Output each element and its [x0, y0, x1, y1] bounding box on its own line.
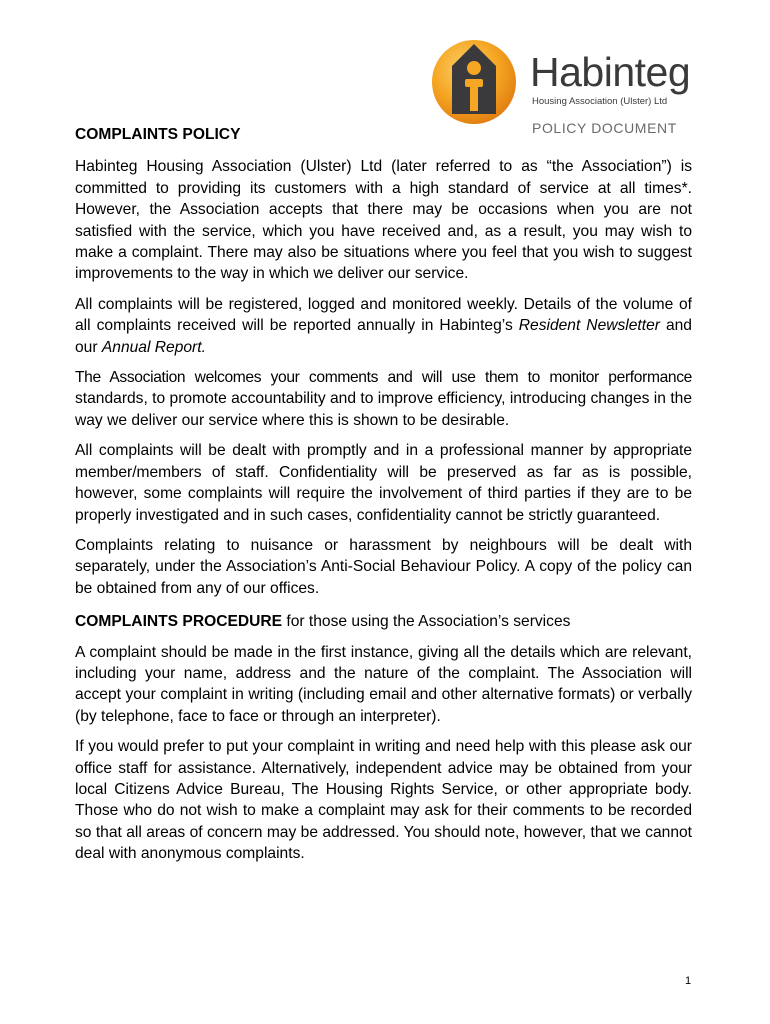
page-number: 1 [685, 975, 692, 987]
paragraph-registration-text: All complaints will be registered, logged and monitored weekly. Details of the volume of all complaints received will be reported annually in Habinteg’s [75, 295, 692, 335]
habinteg-logo-icon [432, 30, 528, 126]
paragraph-comments [75, 367, 692, 431]
annual-report-title: Annual Report. [101, 338, 206, 356]
paragraph-comments-rest: standards, to promote accountability and to improve efficiency, introducing changes in the way we deliver our service where this is shown to be desirable. [75, 390, 692, 429]
procedure-heading-bold: COMPLAINTS PROCEDURE [75, 613, 283, 631]
paragraph-writing-help: If you would prefer to put your complaint in writing and need help with this please ask our office staff for assistance. Alternatively, independent advice may be obtained from your local Citizens Advice Bureau, The Housing Rights Service, or other appropriate body. Those who do not wish to make a complaint may ask for their comments to be recorded so that all areas of concern may be addressed. You should note, however, that we cannot deal with anonymous complaints. [75, 738, 692, 863]
logo-brand-name: Habinteg [530, 49, 691, 95]
paragraph-intro: Habinteg Housing Association (Ulster) Ltd (later referred to as “the Association”) is committed to providing its customers with a high standard of service at all times*. However, the Association accepts that there may be occasions when you are not satisfied with the service, which you have received and, as a result, you may wish to make a complaint. There may also be situations where you feel that you wish to suggest improvements to the way in which we deliver our service. [75, 158, 692, 283]
habinteg-logo [432, 30, 702, 136]
paragraph-registration [75, 294, 692, 358]
paragraph-registration-joiner: and our [75, 317, 692, 356]
procedure-heading-rest: for those using the Association’s services [282, 613, 571, 631]
document-type-label: POLICY DOCUMENT [532, 120, 677, 136]
logo-subtitle: Housing Association (Ulster) Ltd [532, 96, 668, 107]
paragraph-nuisance: Complaints relating to nuisance or harassment by neighbours will be dealt with separately, under the Association’s Anti-Social Behaviour Policy. A copy of the policy can be obtained from any of our offices. [75, 536, 692, 597]
procedure-heading [75, 611, 692, 632]
page-title: COMPLAINTS POLICY [75, 126, 241, 143]
resident-newsletter-title: Resident Newsletter [518, 317, 660, 335]
document-body [75, 124, 692, 874]
paragraph-how-to-complain: A complaint should be made in the first instance, giving all the details which are relevant, including your name, address and the nature of the complaint. The Association will accept your complaint in writing (including email and other alternative formats) or verbally (by telephone, face to face or through an interpreter). [75, 643, 692, 725]
paragraph-confidentiality: All complaints will be dealt with promptly and in a professional manner by appropriate member/members of staff. Confidentiality will be preserved as far as is possible, however, some complaints will require the involvement of third parties if they are to be properly investigated and in such cases, confidentiality cannot be strictly guaranteed. [75, 442, 692, 524]
paragraph-comments-first-line: The Association welcomes your comments and will use them to monitor performance [75, 369, 692, 387]
